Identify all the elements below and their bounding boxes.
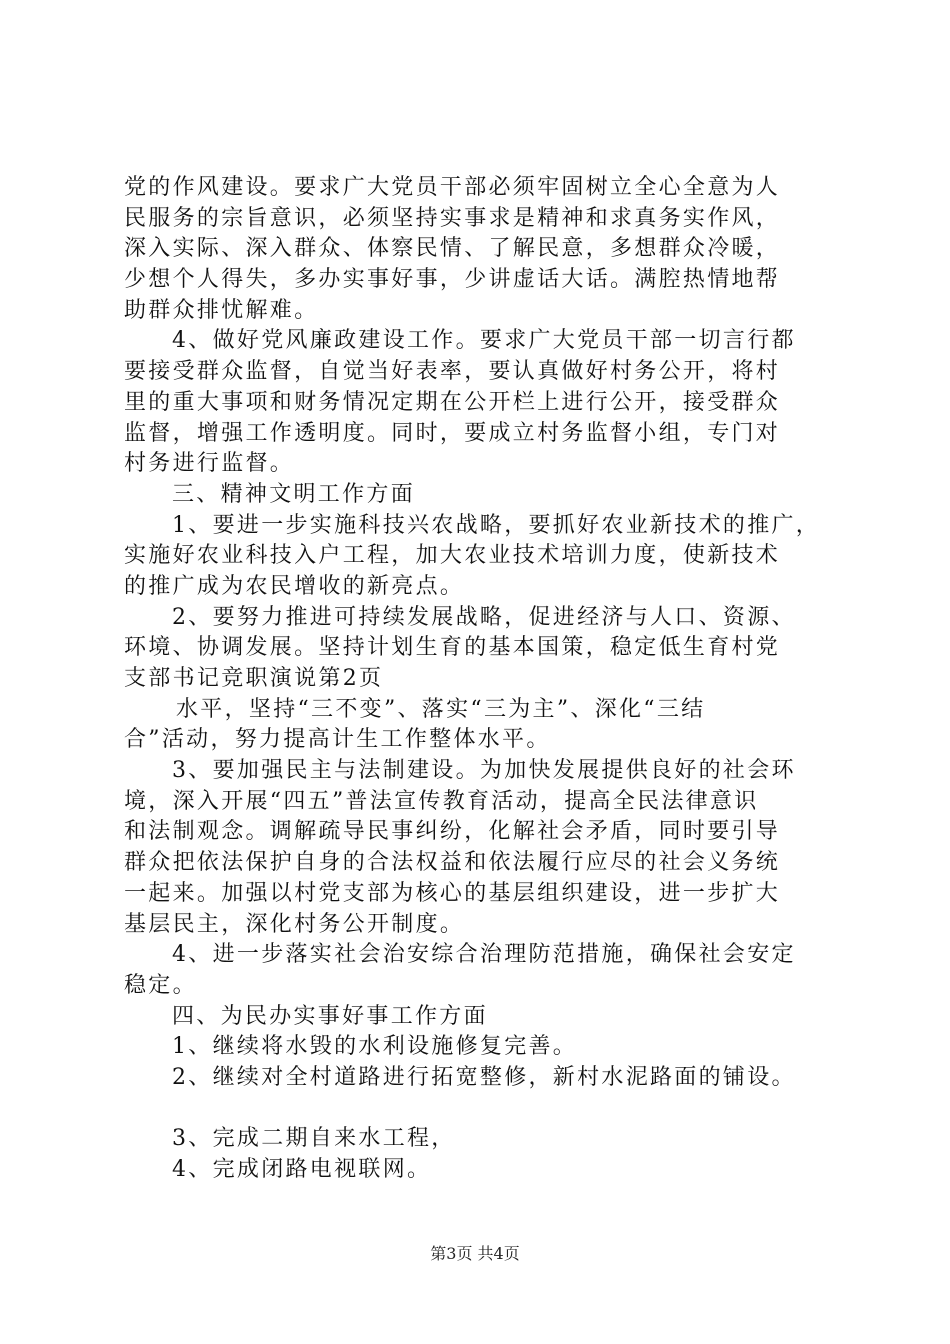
list-item: 4、完成闭路电视联网。 <box>172 1157 432 1182</box>
text-line: 的推广成为农民增收的新亮点。 <box>124 573 465 599</box>
text-line: 境，深入开展“四五”普法宣传教育活动，提高全民法律意识 <box>124 788 759 814</box>
section-heading: 四、为民办实事好事工作方面 <box>172 1003 488 1029</box>
paragraph-start: 2、要努力推进可持续发展战略，促进经济与人口、资源、 <box>172 604 796 630</box>
paragraph-start: 1、要进一步实施科技兴农战略，要抓好农业新技术的推广， <box>172 512 821 538</box>
text-line: 少想个人得失，多办实事好事，少讲虚话大话。满腔热情地帮 <box>124 267 781 293</box>
list-item: 1、继续将水毁的水利设施修复完善。 <box>172 1034 578 1060</box>
paragraph-start: 3、要加强民主与法制建设。为加快发展提供良好的社会环 <box>172 758 796 784</box>
text-line: 支部书记竞职演说第2页 <box>124 666 384 691</box>
text-line: 环境、协调发展。坚持计划生育的基本国策，稳定低生育村党 <box>124 635 781 661</box>
blank-line <box>124 1094 844 1125</box>
text-line: 里的重大事项和财务情况定期在公开栏上进行公开，接受群众 <box>124 389 781 415</box>
document-body <box>124 173 844 1186</box>
text-line: 合”活动，努力提高计生工作整体水平。 <box>124 727 551 753</box>
text-line: 民服务的宗旨意识，必须坚持实事求是精神和求真务实作风， <box>124 205 781 231</box>
text-line: 监督，增强工作透明度。同时，要成立村务监督小组，专门对 <box>124 420 781 446</box>
list-item: 2、继续对全村道路进行拓宽整修，新村水泥路面的铺设。 <box>172 1064 796 1090</box>
text-line: 水平，坚持“三不变”、落实“三为主”、深化“三结 <box>176 696 706 722</box>
text-line: 稳定。 <box>124 972 197 998</box>
text-line: 基层民主，深化村务公开制度。 <box>124 911 465 937</box>
text-line: 深入实际、深入群众、体察民情、了解民意，多想群众冷暖， <box>124 236 781 262</box>
paragraph-start: 4、做好党风廉政建设工作。要求广大党员干部一切言行都 <box>172 328 796 354</box>
text-line: 和法制观念。调解疏导民事纠纷，化解社会矛盾，同时要引导 <box>124 819 781 845</box>
list-item: 3、完成二期自来水工程， <box>172 1126 456 1152</box>
text-line: 群众把依法保护自身的合法权益和依法履行应尽的社会义务统 <box>124 850 781 876</box>
text-line: 村务进行监督。 <box>124 451 295 477</box>
page-footer: 第3页 共4页 <box>430 1244 520 1263</box>
text-line: 党的作风建设。要求广大党员干部必须牢固树立全心全意为人 <box>124 175 781 200</box>
text-line: 要接受群众监督，自觉当好表率，要认真做好村务公开，将村 <box>124 359 781 385</box>
section-heading: 三、精神文明工作方面 <box>172 481 416 507</box>
text-line: 一起来。加强以村党支部为核心的基层组织建设，进一步扩大 <box>124 880 781 906</box>
text-line: 助群众排忧解难。 <box>124 297 319 323</box>
paragraph-start: 4、进一步落实社会治安综合治理防范措施，确保社会安定 <box>172 942 796 968</box>
text-line: 实施好农业科技入户工程，加大农业技术培训力度，使新技术 <box>124 543 781 569</box>
